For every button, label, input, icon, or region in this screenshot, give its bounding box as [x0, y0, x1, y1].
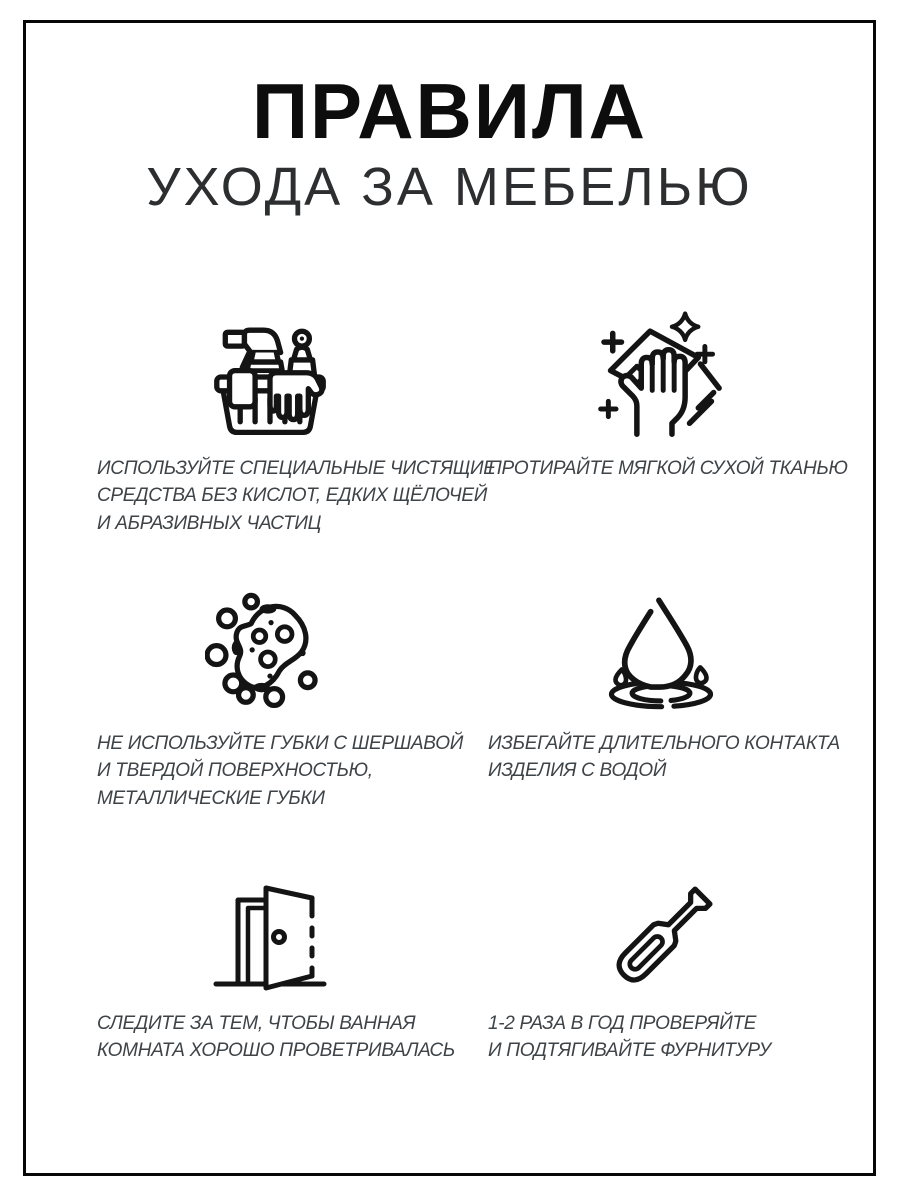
caption-line: И ТВЕРДОЙ ПОВЕРХНОСТЬЮ,: [97, 760, 373, 782]
open-door-icon: [97, 850, 442, 998]
rule-item-no-abrasive-sponges: [97, 570, 488, 850]
caption-line: НЕ ИСПОЛЬЗУЙТЕ ГУБКИ С ШЕРШАВОЙ: [97, 732, 463, 754]
sponge-icon: [97, 570, 442, 718]
caption-line: МЕТАЛЛИЧЕСКИЕ ГУБКИ: [97, 787, 325, 809]
poster-title: ПРАВИЛА: [251, 67, 647, 155]
rule-item-tighten-fittings: [488, 850, 857, 1080]
poster-subtitle: УХОДА ЗА МЕБЕЛЬЮ: [146, 156, 753, 217]
poster-content: [23, 20, 876, 1176]
caption-line: ИЗДЕЛИЯ С ВОДОЙ: [488, 760, 667, 782]
caption-line: И АБРАЗИВНЫХ ЧАСТИЦ: [97, 512, 322, 534]
water-drop-icon: [488, 570, 833, 718]
rule-caption: [97, 455, 496, 538]
rule-caption: [488, 455, 848, 483]
caption-line: 1-2 РАЗА В ГОД ПРОВЕРЯЙТЕ: [488, 1012, 757, 1034]
caption-line: И ПОДТЯГИВАЙТЕ ФУРНИТУРУ: [488, 1040, 771, 1062]
rule-caption: [97, 730, 463, 813]
caption-line: ИЗБЕГАЙТЕ ДЛИТЕЛЬНОГО КОНТАКТА: [488, 732, 840, 754]
caption-line: ИСПОЛЬЗУЙТЕ СПЕЦИАЛЬНЫЕ ЧИСТЯЩИЕ: [97, 457, 496, 479]
rule-caption: [488, 1010, 771, 1065]
rule-caption: [488, 730, 840, 785]
rule-caption: [97, 1010, 455, 1065]
rule-item-avoid-water: [488, 570, 857, 850]
cleaning-supplies-basket-icon: [97, 295, 442, 443]
rule-item-cleaning-agents: [97, 295, 496, 570]
screwdriver-icon: [488, 850, 833, 998]
rule-item-ventilation: [97, 850, 488, 1080]
caption-line: СЛЕДИТЕ ЗА ТЕМ, ЧТОБЫ ВАННАЯ: [97, 1012, 416, 1034]
rules-grid: [97, 295, 876, 1080]
rule-item-dry-cloth: [488, 295, 857, 570]
caption-line: ПРОТИРАЙТЕ МЯГКОЙ СУХОЙ ТКАНЬЮ: [488, 457, 848, 479]
caption-line: КОМНАТА ХОРОШО ПРОВЕТРИВАЛАСЬ: [97, 1040, 455, 1062]
caption-line: СРЕДСТВА БЕЗ КИСЛОТ, ЕДКИХ ЩЁЛОЧЕЙ: [97, 485, 488, 507]
wiping-cloth-hand-icon: [488, 295, 833, 443]
